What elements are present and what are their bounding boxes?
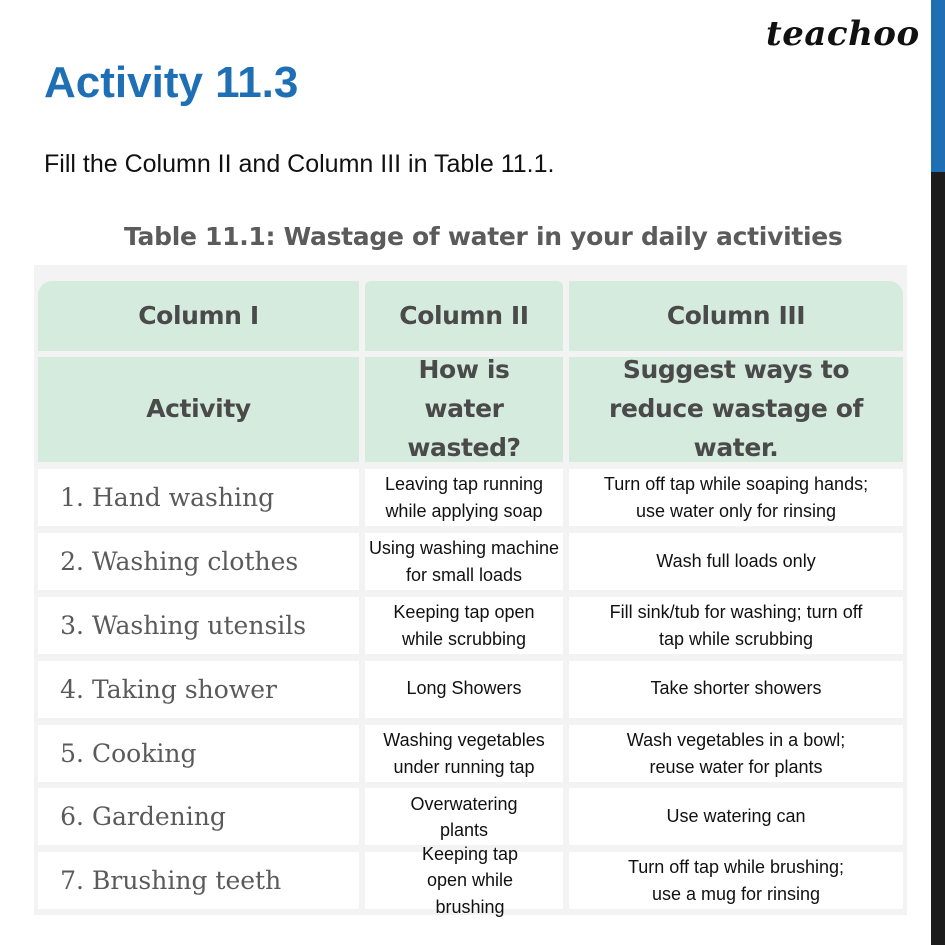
column-header-3-label: Column III bbox=[666, 300, 806, 330]
table-row-2-activity bbox=[38, 533, 359, 590]
row-5-wasted: Washing vegetables under running tap bbox=[383, 730, 545, 777]
table-row-5-wasted bbox=[365, 725, 563, 782]
page-title: Activity 11.3 bbox=[44, 58, 299, 107]
row-1-reduce: Turn off tap while soaping hands; use water only for rinsing bbox=[603, 474, 869, 521]
row-4-number: 4. bbox=[60, 675, 84, 704]
row-6-number: 6. bbox=[60, 802, 84, 831]
table-row-5-reduce bbox=[569, 725, 903, 782]
row-5-reduce: Wash vegetables in a bowl; reuse water for plants bbox=[626, 730, 846, 777]
table-row-4-wasted bbox=[365, 661, 563, 718]
row-7-wasted: Keeping tap open while brushing bbox=[421, 844, 519, 917]
sub-header-suggest-ways-label: Suggest ways to reduce wastage of water. bbox=[609, 355, 863, 462]
row-2-wasted: Using washing machine for small loads bbox=[368, 538, 560, 585]
row-6-wasted: Overwatering plants bbox=[410, 794, 518, 841]
table-row-1-activity bbox=[38, 469, 359, 526]
column-header-2-label: Column II bbox=[399, 300, 529, 330]
row-7-activity: Brushing teeth bbox=[92, 866, 282, 895]
sub-header-how-wasted bbox=[365, 357, 563, 462]
column-header-2 bbox=[365, 281, 563, 351]
table-row-3-activity bbox=[38, 597, 359, 654]
sub-header-activity-label: Activity bbox=[146, 394, 251, 424]
table-row-2-wasted bbox=[365, 533, 563, 590]
row-1-number: 1. bbox=[60, 483, 84, 512]
row-4-activity: Taking shower bbox=[92, 675, 277, 704]
table-row-7-reduce bbox=[569, 852, 903, 909]
row-1-wasted: Leaving tap running while applying soap bbox=[384, 474, 544, 521]
table-row-1-wasted bbox=[365, 469, 563, 526]
row-2-number: 2. bbox=[60, 547, 84, 576]
sub-header-activity bbox=[38, 357, 359, 462]
table-row-3-reduce bbox=[569, 597, 903, 654]
row-7-number: 7. bbox=[60, 866, 84, 895]
row-3-activity: Washing utensils bbox=[92, 611, 307, 640]
row-5-number: 5. bbox=[60, 739, 84, 768]
table-row-5-activity bbox=[38, 725, 359, 782]
table-row-7-wasted bbox=[365, 844, 563, 917]
table-row-1-reduce bbox=[569, 469, 903, 526]
row-2-reduce: Wash full loads only bbox=[656, 551, 816, 572]
row-4-wasted: Long Showers bbox=[406, 678, 522, 698]
table-row-3-wasted bbox=[365, 597, 563, 654]
table-row-2-reduce bbox=[569, 533, 903, 590]
table-row-4-reduce bbox=[569, 661, 903, 718]
table-caption: Table 11.1: Wastage of water in your daily activities bbox=[124, 222, 843, 251]
side-bar-accent bbox=[931, 0, 945, 172]
column-header-1 bbox=[38, 281, 359, 351]
table-row-6-reduce bbox=[569, 788, 903, 845]
row-3-reduce: Fill sink/tub for washing; turn off tap while scrubbing bbox=[609, 602, 863, 649]
side-bar bbox=[931, 0, 945, 945]
teachoo-logo: teachoo bbox=[766, 14, 920, 54]
row-3-wasted: Keeping tap open while scrubbing bbox=[393, 602, 535, 649]
table-row-6-wasted bbox=[365, 788, 563, 845]
row-5-activity: Cooking bbox=[92, 739, 197, 768]
sub-header-how-wasted-label: How is water wasted? bbox=[407, 355, 521, 462]
row-4-reduce: Take shorter showers bbox=[650, 678, 822, 698]
row-2-activity: Washing clothes bbox=[92, 547, 299, 576]
water-wastage-table bbox=[34, 265, 907, 915]
row-6-reduce: Use watering can bbox=[666, 806, 806, 827]
row-7-reduce: Turn off tap while brushing; use a mug for rinsing bbox=[627, 857, 845, 904]
sub-header-suggest-ways bbox=[569, 357, 903, 462]
table-row-7-activity bbox=[38, 852, 359, 909]
row-6-activity: Gardening bbox=[92, 802, 226, 831]
instruction-text: Fill the Column II and Column III in Table 11.1. bbox=[44, 150, 555, 178]
column-header-3 bbox=[569, 281, 903, 351]
row-3-number: 3. bbox=[60, 611, 84, 640]
column-header-1-label: Column I bbox=[138, 300, 259, 330]
table-row-6-activity bbox=[38, 788, 359, 845]
table-row-4-activity bbox=[38, 661, 359, 718]
row-1-activity: Hand washing bbox=[92, 483, 275, 512]
